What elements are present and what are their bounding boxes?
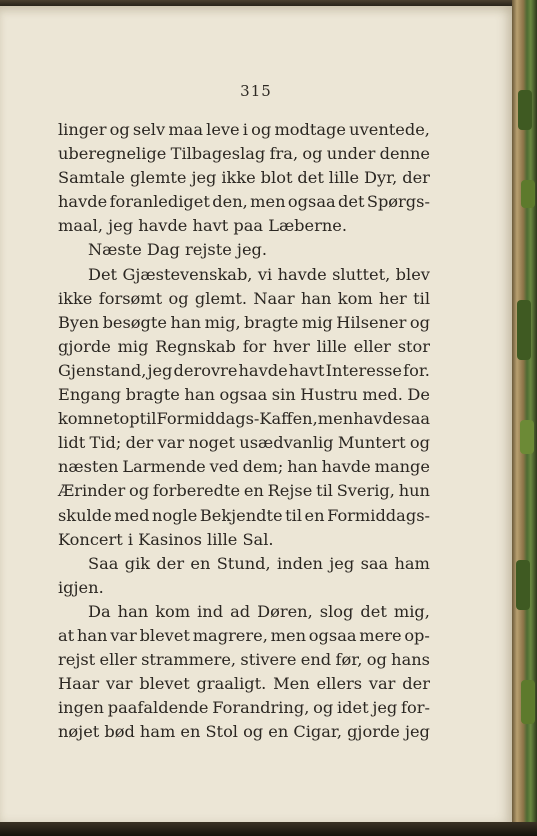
spine-mark xyxy=(520,420,534,454)
text-line: Næste Dag rejste jeg. xyxy=(88,240,268,260)
text-line: gjorde mig Regnskab for hver lille eller stor xyxy=(58,336,430,356)
text-line: ikke forsømt og glemt. Naar han kom her til xyxy=(58,288,430,308)
spine-mark xyxy=(517,300,531,360)
text-line: nøjet bød ham en Stol og en Cigar, gjorde jeg xyxy=(58,722,430,742)
text-line: igjen. xyxy=(58,577,104,597)
text-line: Det Gjæstevenskab, vi havde sluttet, blev xyxy=(88,264,430,284)
text-line: Engang bragte han ogsaa sin Hustru med. De xyxy=(58,385,430,405)
text-line: Haar var blevet graaligt. Men ellers var der xyxy=(58,674,430,694)
text-line: kom netop til Formiddags-Kaffen, men havde saa xyxy=(58,409,430,429)
text-line: Saa gik der en Stund, inden jeg saa ham xyxy=(88,553,430,573)
text-line: Gjenstand, jeg derovre havde havt Interesse for. xyxy=(58,360,430,380)
spine-mark xyxy=(521,180,535,208)
body-text xyxy=(58,118,430,744)
text-line: Samtale glemte jeg ikke blot det lille Dyr, der xyxy=(58,168,430,188)
text-line: rejst eller strammere, stivere end før, og hans xyxy=(58,650,430,670)
text-line: ingen paafaldende Forandring, og idet jeg for- xyxy=(58,698,430,718)
text-line: maal, jeg havde havt paa Læberne. xyxy=(58,216,348,236)
text-line: Byen besøgte han mig, bragte mig Hilsener og xyxy=(58,312,430,332)
book-page xyxy=(0,6,512,824)
spine-mark xyxy=(518,90,532,130)
spine-mark xyxy=(521,680,535,724)
text-line: Ærinder og forberedte en Rejse til Sverig, hun xyxy=(58,481,430,501)
text-line: at han var blevet magrere, men ogsaa mere op- xyxy=(58,625,430,645)
text-line: lidt Tid; der var noget usædvanlig Muntert og xyxy=(58,433,430,453)
book-spine xyxy=(512,0,537,836)
spine-mark xyxy=(516,560,530,610)
page-bottom-edge xyxy=(0,822,537,836)
text-line: skulde med nogle Bekjendte til en Formiddags- xyxy=(58,505,430,525)
text-line: Koncert i Kasinos lille Sal. xyxy=(58,529,274,549)
text-line: uberegnelige Tilbageslag fra, og under denne xyxy=(58,144,430,164)
text-line: havde foranlediget den, men ogsaa det Spørgs- xyxy=(58,192,430,212)
text-line: Da han kom ind ad Døren, slog det mig, xyxy=(88,601,430,621)
text-line: næsten Larmende ved dem; han havde mange xyxy=(58,457,430,477)
text-line: linger og selv maa leve i og modtage uventede, xyxy=(58,120,430,139)
page-number: 315 xyxy=(240,82,272,100)
